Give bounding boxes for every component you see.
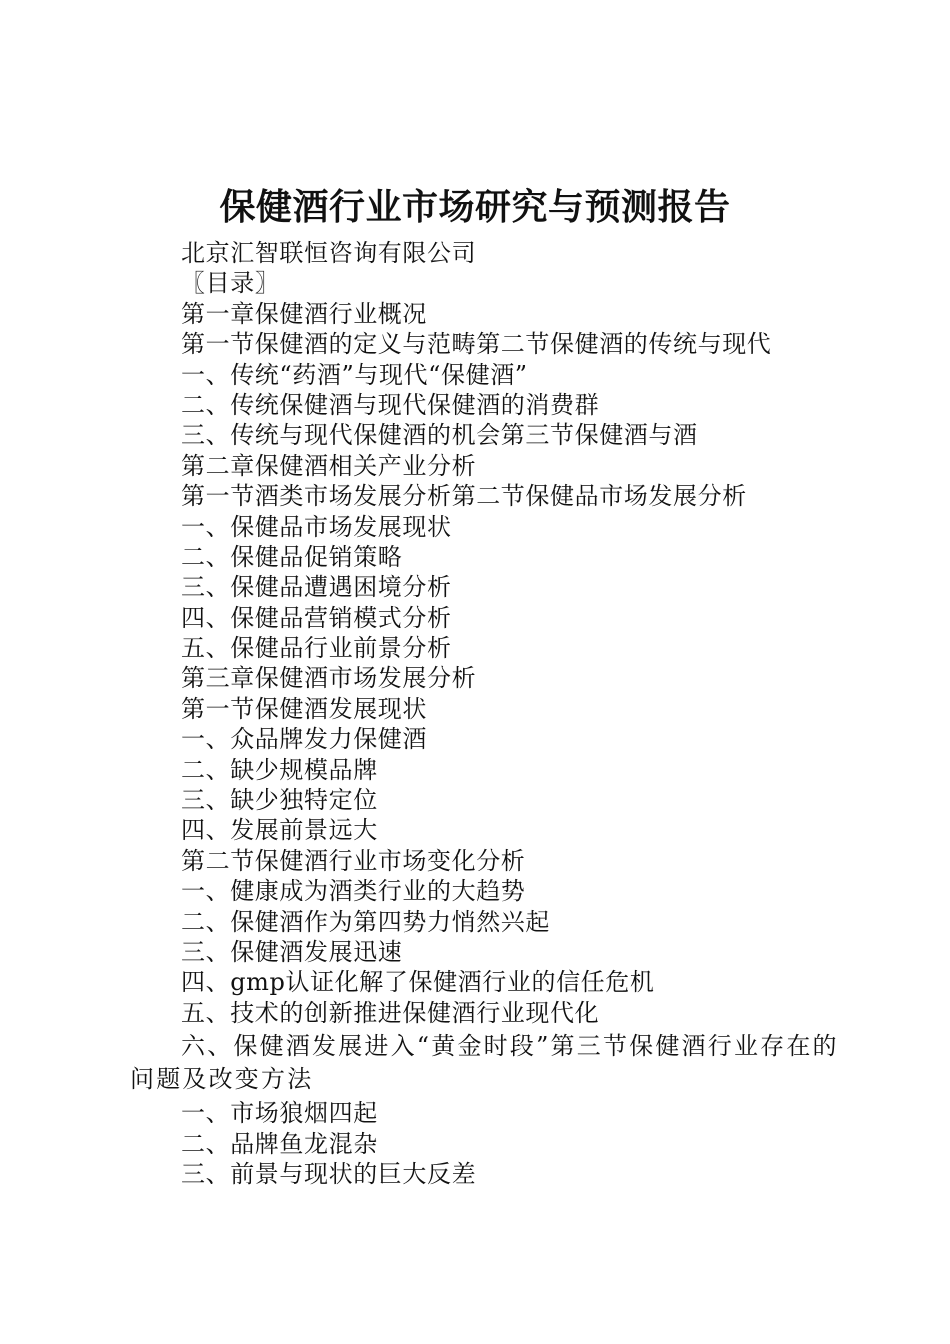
- toc-line: 第二节保健酒行业市场变化分析: [181, 846, 526, 875]
- toc-line: 第三章保健酒市场发展分析: [181, 664, 477, 693]
- toc-line: 三、缺少独特定位: [181, 786, 378, 815]
- toc-line: 一、健康成为酒类行业的大趋势: [181, 877, 526, 906]
- toc-line: 二、缺少规模品牌: [181, 755, 378, 784]
- toc-line: 四、保健品营销模式分析: [181, 603, 452, 632]
- toc-line: 三、保健酒发展迅速: [181, 937, 403, 966]
- toc-line: 第一节酒类市场发展分析第二节保健品市场发展分析: [181, 482, 747, 511]
- toc-line: 三、保健品遭遇困境分析: [181, 573, 452, 602]
- toc-line: 第一节保健酒发展现状: [181, 694, 427, 723]
- toc-line: 二、保健品促销策略: [181, 542, 403, 571]
- toc-line: 二、传统保健酒与现代保健酒的消费群: [181, 390, 600, 419]
- toc-line: 三、传统与现代保健酒的机会第三节保健酒与酒: [181, 421, 698, 450]
- toc-line: 五、技术的创新推进保健酒行业现代化: [181, 998, 600, 1027]
- toc-heading: 〖目录〗: [181, 269, 280, 298]
- toc-line: 二、保健酒作为第四势力悄然兴起: [181, 907, 550, 936]
- toc-line: 一、众品牌发力保健酒: [181, 725, 427, 754]
- toc-line: 五、保健品行业前景分析: [181, 634, 452, 663]
- toc-line: 第一章保健酒行业概况: [181, 299, 427, 328]
- toc-line: 四、gmp认证化解了保健酒行业的信任危机: [181, 968, 655, 997]
- document-title: 保健酒行业市场研究与预测报告: [219, 187, 731, 228]
- toc-line: 一、保健品市场发展现状: [181, 512, 452, 541]
- document-body: [130, 238, 840, 1189]
- toc-line: 第二章保健酒相关产业分析: [181, 451, 477, 480]
- toc-line: 三、前景与现状的巨大反差: [181, 1159, 477, 1188]
- company-name: 北京汇智联恒咨询有限公司: [181, 239, 477, 267]
- toc-line: 四、发展前景远大: [181, 816, 378, 845]
- toc-line: 一、市场狼烟四起: [181, 1099, 378, 1128]
- toc-line: 第一节保健酒的定义与范畴第二节保健酒的传统与现代: [181, 330, 772, 359]
- toc-line: 一、传统“药酒”与现代“保健酒”: [181, 360, 528, 389]
- toc-paragraph: 六、保健酒发展进入“黄金时段”第三节保健酒行业存在的问题及改变方法: [130, 1032, 839, 1094]
- toc-line: 二、品牌鱼龙混杂: [181, 1129, 378, 1158]
